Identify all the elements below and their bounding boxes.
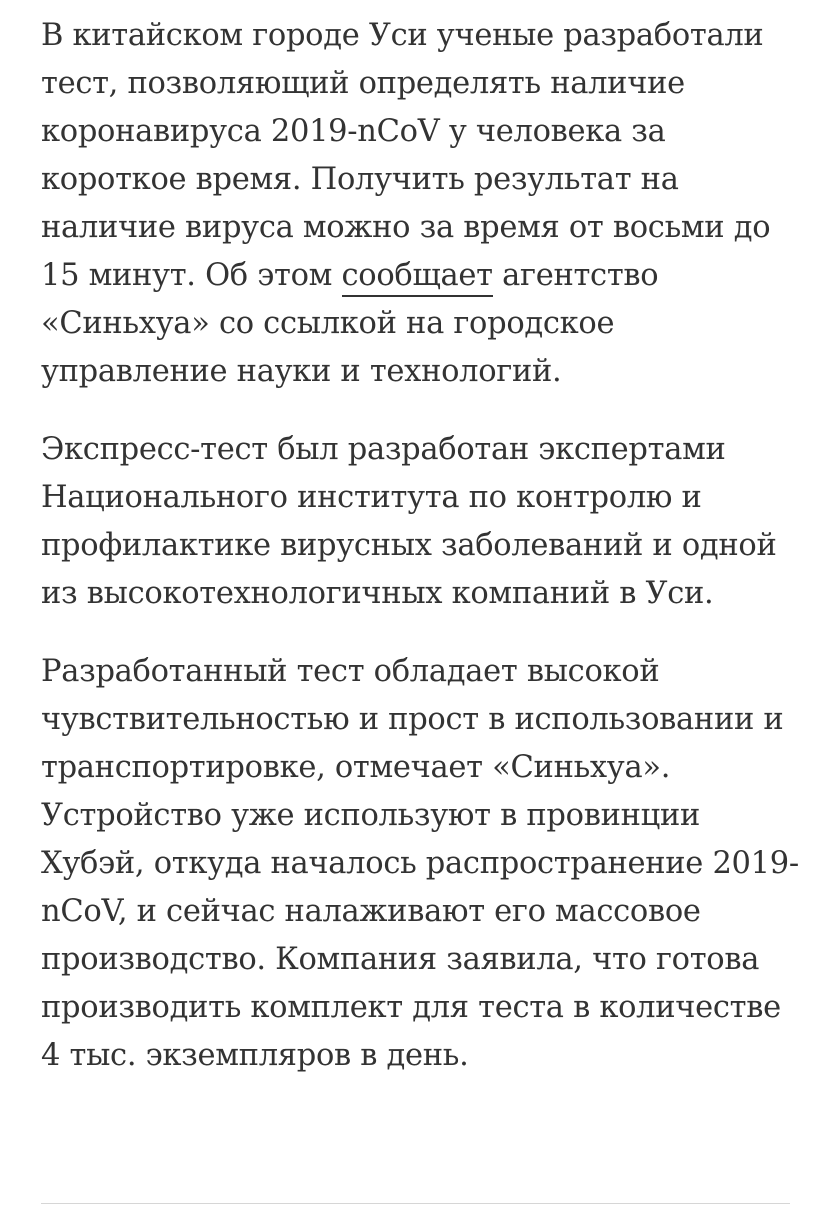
article-body	[41, 12, 801, 1080]
article-divider	[41, 1203, 790, 1204]
paragraph-1	[41, 12, 801, 396]
paragraph-1-text-after-link: агентство «Синьхуа» со ссылкой на городское управление науки и технологий.	[41, 258, 659, 389]
source-link[interactable]: сообщает	[342, 258, 493, 297]
paragraph-1-text-before-link: В китайском городе Уси ученые разработали тест, позволяющий определять наличие коронавируса 2019-nCoV у человека за короткое время. Получить результат на наличие вируса можно за время от восьми до 15 минут. Об этом	[41, 18, 771, 293]
paragraph-3: Разработанный тест обладает высокой чувствительностью и прост в использовании и транспортировке, отмечает «Синьхуа». Устройство уже используют в провинции Хубэй, откуда началось распространение 2019-nCoV, и сейчас налаживают его массовое производство. Компания заявила, что готова производить комплект для теста в количестве 4 тыс. экземпляров в день.	[41, 654, 799, 1073]
paragraph-2: Экспресс-тест был разработан экспертами Национального института по контролю и профилактике вирусных заболеваний и одной из высокотехнологичных компаний в Уси.	[41, 432, 777, 611]
